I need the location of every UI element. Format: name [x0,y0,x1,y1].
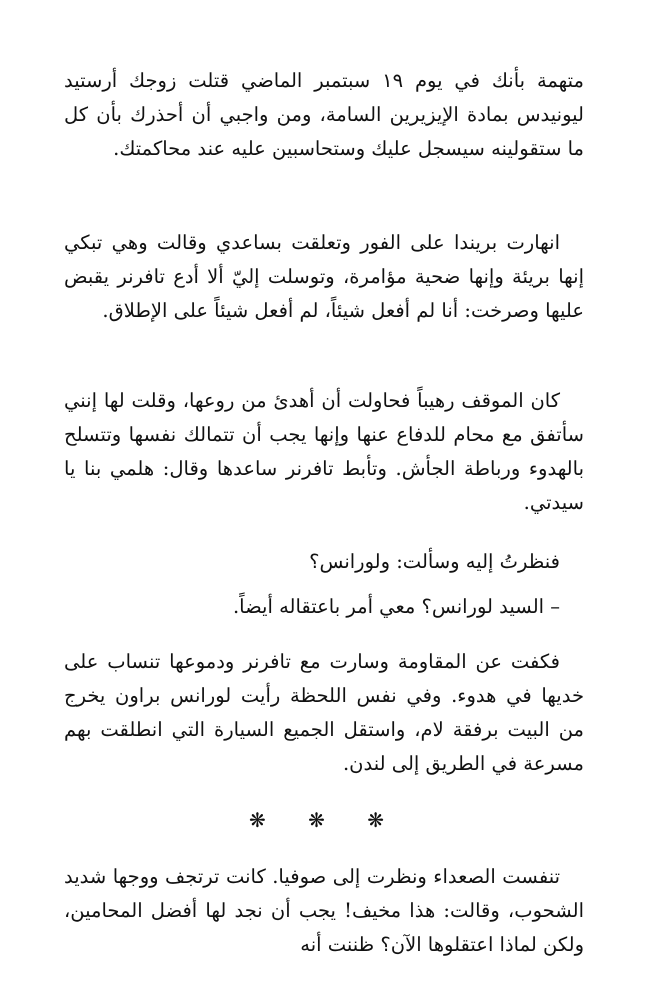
paragraph-3: كان الموقف رهيباً فحاولت أن أهدئ من روعها، وقلت لها إنني سأتفق مع محام للدفاع عنها وإنها يجب أن تتمالك نفسها وتتسلح بالهدوء ورباطة الجأش. وتأبط تافرنر ساعدها وقال: هلمي بنا يا سيدتي. [64,389,584,514]
paragraph-1: متهمة بأنك في يوم ١٩ سبتمبر الماضي قتلت زوجك أرستيد ليونيدس بمادة الإيزيرين السامة، ومن واجبي أن أحذرك بأن كل ما ستقولينه سيسجل عليك وستحاسبين عليه عند محاكمتك. [64,69,584,160]
paragraph-7: تنفست الصعداء ونظرت إلى صوفيا. كانت ترتجف ووجها شديد الشحوب، وقالت: هذا مخيف! يجب أن نجد لها أفضل المحامين، ولكن لماذا اعتقلوها الآن؟ ظننت أنه [64,865,584,956]
paragraph-4: فنظرتُ إليه وسألت: ولورانس؟ [309,550,560,573]
paragraph-2: انهارت بريندا على الفور وتعلقت بساعدي وقالت وهي تبكي إنها بريئة وإنها ضحية مؤامرة، وتوسلت إليّ ألا أدع تافرنر يقبض عليها وصرخت: أنا لم أفعل شيئاً، لم أفعل شيئاً على الإطلاق. [64,231,584,322]
paragraph-5: – السيد لورانس؟ معي أمر باعتقاله أيضاً. [232,595,560,618]
section-separator: ❋ ❋ ❋ [249,808,402,832]
paragraph-6: فكفت عن المقاومة وسارت مع تافرنر ودموعها تنساب على خديها في هدوء. وفي نفس اللحظة رأيت لورانس براون يخرج من البيت برفقة لام، واستقل الجميع السيارة التي انطلقت بهم مسرعة في الطريق إلى لندن. [64,650,584,775]
